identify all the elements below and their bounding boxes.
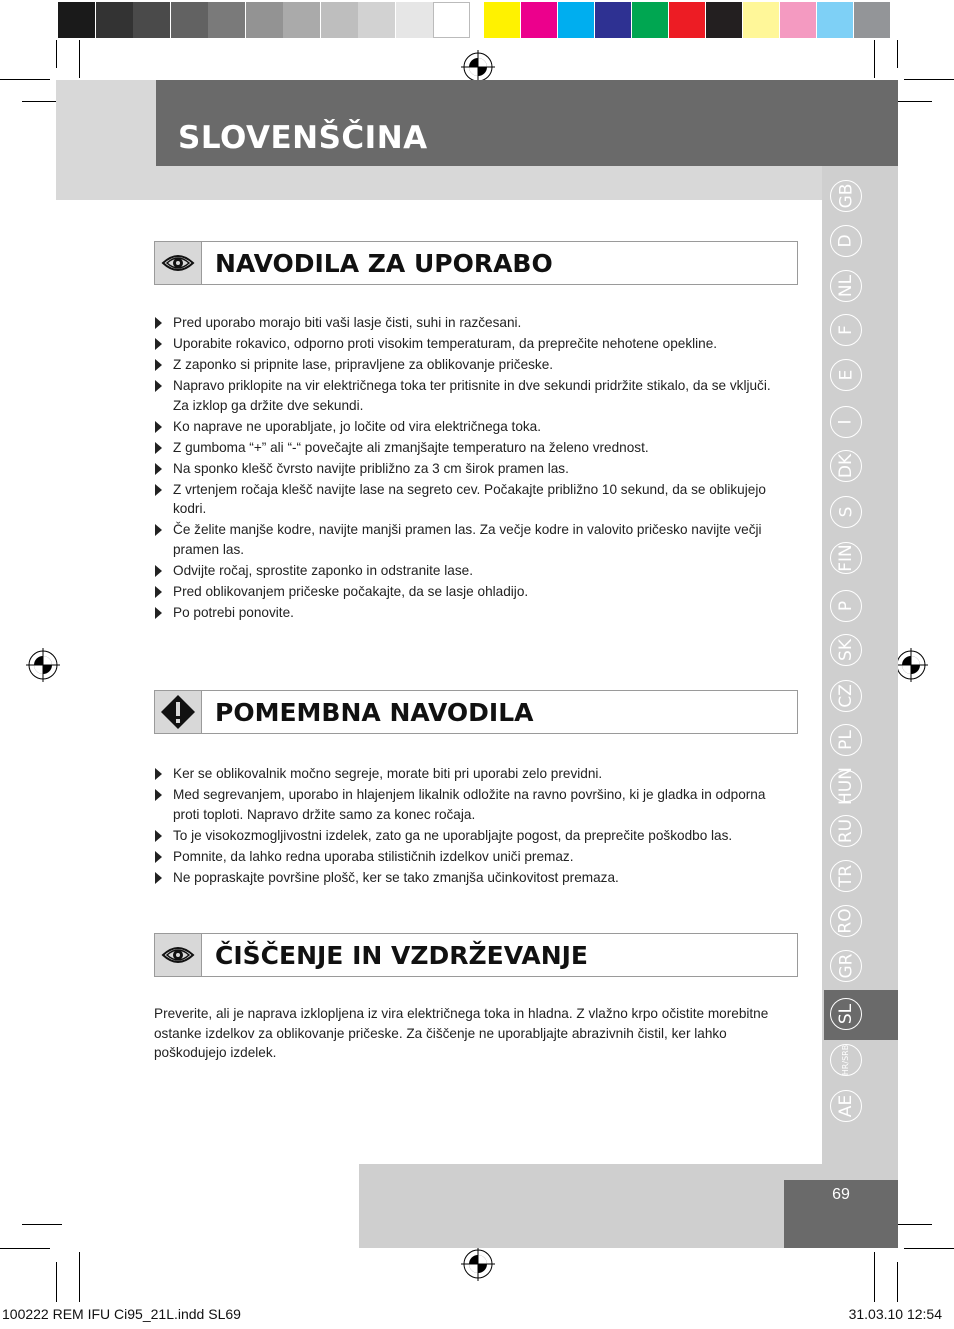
language-tab-label: P xyxy=(835,600,856,612)
file-slug: 100222 REM IFU Ci95_21L.indd SL69 xyxy=(2,1306,241,1322)
color-swatch xyxy=(669,2,705,38)
list-item xyxy=(154,438,784,458)
language-tab-ru[interactable] xyxy=(830,815,862,847)
gray-swatch xyxy=(358,2,395,38)
gray-swatch xyxy=(171,2,208,38)
header-light-band xyxy=(156,166,898,200)
language-tab-label: NL xyxy=(835,274,856,298)
cleaning-paragraph: Preverite, ali je naprava izklopljena iz vira električnega toka in hladna. Z vlažno krpo očistite morebitne ostanke izdelkov za oblikovanje pričeske. Za čiščenje ne uporabljajte abrazivnih čistil, ker lahko poškodujejo izdelek. xyxy=(154,1006,769,1060)
list-item-text: Z gumboma “+” ali “-“ povečajte ali zmanjšajte temperaturo na želeno vrednost. xyxy=(173,439,649,455)
language-tab-p[interactable] xyxy=(830,590,862,622)
language-tab-label: RU xyxy=(835,818,856,844)
section-title: NAVODILA ZA UPORABO xyxy=(215,249,553,278)
list-item-text: Z zaponko si pripnite lase, pripravljene za oblikovanje pričeske. xyxy=(173,357,554,372)
language-tab-label: FIN xyxy=(835,544,856,572)
language-tab-d[interactable] xyxy=(830,225,862,257)
list-item xyxy=(154,334,784,354)
crop-mark xyxy=(56,40,57,68)
usage-instructions-list xyxy=(154,313,784,624)
language-tab-pl[interactable] xyxy=(830,724,862,756)
language-tab-label: SL xyxy=(835,1003,856,1025)
language-tab-label: SK xyxy=(835,639,856,661)
color-swatch xyxy=(743,2,779,38)
gray-swatch xyxy=(58,2,95,38)
page-title: SLOVENŠČINA xyxy=(178,120,428,156)
list-item-text: Napravo priklopite na vir električnega toka ter pritisnite in dve sekundi pridržite stikalo, da se vključi. Za izklop ga držite dve sekundi. xyxy=(173,378,771,413)
registration-mark-icon xyxy=(894,648,928,682)
section-important-heading xyxy=(154,690,798,734)
section-title: ČIŠČENJE IN VZDRŽEVANJE xyxy=(215,941,588,970)
bullet-arrow-icon xyxy=(155,484,162,496)
language-tab-label: E xyxy=(836,369,856,381)
language-tab-label: AE xyxy=(836,1094,856,1118)
bullet-arrow-icon xyxy=(155,789,162,801)
language-tab-label: GB xyxy=(836,183,856,209)
language-tab-e[interactable] xyxy=(830,359,862,391)
language-tab-label: F xyxy=(836,325,856,335)
date-slug: 31.03.10 12:54 xyxy=(848,1306,942,1322)
color-swatch xyxy=(854,2,890,38)
color-swatch xyxy=(595,2,631,38)
bullet-arrow-icon xyxy=(155,442,162,454)
warning-icon xyxy=(155,691,202,733)
language-tab-ae[interactable] xyxy=(830,1090,862,1122)
language-tab-hr-srb[interactable] xyxy=(830,1044,862,1076)
language-tab-i[interactable] xyxy=(830,406,862,438)
bullet-arrow-icon xyxy=(155,872,162,884)
list-item-text: Odvijte ročaj, sprostite zaponko in odstranite lase. xyxy=(173,562,473,578)
list-item xyxy=(154,313,784,333)
list-item-text: Z vrtenjem ročaja klešč navijte lase na segreto cev. Počakajte približno 10 sekund, da se oblikujejo kodri. xyxy=(173,481,766,516)
language-tab-nl[interactable] xyxy=(830,270,862,302)
crop-mark xyxy=(892,1224,932,1225)
crop-mark xyxy=(22,1224,62,1225)
bullet-arrow-icon xyxy=(155,421,162,433)
language-tab-label: S xyxy=(835,506,856,518)
language-tab-s[interactable] xyxy=(830,496,862,528)
crop-mark xyxy=(897,40,898,68)
list-item-text: To je visokozmogljivostni izdelek, zato ga ne uporabljajte pogost, da preprečite poškodbo las. xyxy=(173,827,733,843)
language-tab-cz[interactable] xyxy=(830,680,862,712)
bullet-arrow-icon xyxy=(155,768,162,780)
gray-swatch xyxy=(283,2,320,38)
registration-mark-icon xyxy=(461,50,495,84)
bullet-arrow-icon xyxy=(155,565,162,577)
language-tab-label: HUN xyxy=(836,767,857,805)
list-item xyxy=(154,376,784,415)
list-item xyxy=(154,868,784,888)
bullet-arrow-icon xyxy=(155,463,162,475)
crop-mark xyxy=(79,40,80,78)
list-item-text: Pred uporabo morajo biti vaši lasje čisti, suhi in razčesani. xyxy=(173,315,522,330)
language-tab-label: PL xyxy=(835,730,856,750)
crop-mark xyxy=(0,1248,50,1249)
section-title: POMEMBNA NAVODILA xyxy=(215,698,534,727)
language-tab-label: DK xyxy=(836,453,856,479)
list-item-text: Uporabite rokavico, odporno proti visokim temperaturam, da preprečite nehotene opekline. xyxy=(173,336,718,351)
language-tab-label: RO xyxy=(835,908,856,934)
eye-icon xyxy=(155,242,202,284)
section-usage-heading xyxy=(154,241,798,285)
language-tab-sl[interactable] xyxy=(830,998,862,1030)
language-tab-f[interactable] xyxy=(830,314,862,346)
header-side-band xyxy=(56,80,156,200)
language-tab-dk[interactable] xyxy=(830,450,862,482)
color-swatch xyxy=(706,2,742,38)
list-item xyxy=(154,520,784,559)
list-item-text: Ne popraskajte površine plošč, ker se tako zmanjša učinkovitost premaza. xyxy=(173,869,619,885)
eye-icon xyxy=(155,934,202,976)
list-item-text: Med segrevanjem, uporabo in hlajenjem likalnik odložite na ravno površino, ki je gladka in odporna proti toploti. Napravo držite samo za konec ročaja. xyxy=(173,787,766,822)
language-tab-label: HR/SRB xyxy=(841,1044,850,1076)
color-swatch xyxy=(632,2,668,38)
list-item xyxy=(154,561,784,581)
list-item-text: Ker se oblikovalnik močno segreje, morate biti pri uporabi zelo previdni. xyxy=(173,766,603,781)
language-tab-gr[interactable] xyxy=(830,950,862,982)
registration-mark-icon xyxy=(461,1247,495,1281)
list-item xyxy=(154,847,784,867)
page-number: 69 xyxy=(832,1186,850,1203)
list-item xyxy=(154,603,784,623)
language-tab-label: I xyxy=(835,419,856,425)
list-item xyxy=(154,480,784,519)
list-item xyxy=(154,355,784,375)
color-swatch xyxy=(780,2,816,38)
color-swatch xyxy=(484,2,520,38)
crop-mark xyxy=(892,101,932,102)
color-swatch xyxy=(817,2,853,38)
crop-mark xyxy=(904,79,954,80)
crop-mark xyxy=(897,1262,898,1302)
list-item-text: Na sponko klešč čvrsto navijte približno za 3 cm širok pramen las. xyxy=(173,460,569,476)
list-item xyxy=(154,764,784,784)
language-tab-label: CZ xyxy=(836,684,856,708)
list-item-text: Če želite manjše kodre, navijte manjši pramen las. Za večje kodre in valovito pričesko navijte večji pramen las. xyxy=(173,522,762,557)
bullet-arrow-icon xyxy=(155,338,162,350)
bullet-arrow-icon xyxy=(155,607,162,619)
list-item xyxy=(154,417,784,437)
language-tab-gb[interactable] xyxy=(830,180,862,212)
bullet-arrow-icon xyxy=(155,830,162,842)
language-tab-label: D xyxy=(836,234,856,248)
bullet-arrow-icon xyxy=(155,317,162,329)
bullet-arrow-icon xyxy=(155,380,162,392)
color-swatch xyxy=(521,2,557,38)
section-cleaning-heading xyxy=(154,933,798,977)
registration-mark-icon xyxy=(26,648,60,682)
crop-mark xyxy=(56,1262,57,1302)
gray-swatch xyxy=(246,2,283,38)
crop-mark xyxy=(874,40,875,78)
important-instructions-list xyxy=(154,764,784,889)
list-item xyxy=(154,785,784,824)
crop-mark xyxy=(0,79,50,80)
language-tab-fin[interactable] xyxy=(830,542,862,574)
language-tab-label: TR xyxy=(835,864,856,888)
list-item xyxy=(154,582,784,602)
gray-swatch xyxy=(433,2,470,38)
crop-mark xyxy=(79,1252,80,1302)
language-tab-tr[interactable] xyxy=(830,860,862,892)
list-item-text: Pred oblikovanjem pričeske počakajte, da se lasje ohladijo. xyxy=(173,583,529,599)
list-item xyxy=(154,826,784,846)
bullet-arrow-icon xyxy=(155,359,162,371)
crop-mark xyxy=(904,1248,954,1249)
list-item-text: Ko naprave ne uporabljate, jo ločite od vira električnega toka. xyxy=(173,418,542,434)
color-swatch xyxy=(558,2,594,38)
crop-mark xyxy=(874,1252,875,1302)
bullet-arrow-icon xyxy=(155,851,162,863)
language-tab-sk[interactable] xyxy=(830,634,862,666)
list-item xyxy=(154,459,784,479)
language-tab-label: GR xyxy=(836,953,856,979)
gray-swatch xyxy=(133,2,170,38)
bullet-arrow-icon xyxy=(155,586,162,598)
language-tab-ro[interactable] xyxy=(830,905,862,937)
gray-swatch xyxy=(208,2,245,38)
gray-swatch xyxy=(96,2,133,38)
gray-swatch xyxy=(321,2,358,38)
list-item-text: Pomnite, da lahko redna uporaba stilističnih izdelkov uniči premaz. xyxy=(173,848,574,864)
bullet-arrow-icon xyxy=(155,524,162,536)
gray-swatch xyxy=(396,2,433,38)
language-tab-hun[interactable] xyxy=(830,767,862,805)
list-item-text: Po potrebi ponovite. xyxy=(173,604,294,620)
